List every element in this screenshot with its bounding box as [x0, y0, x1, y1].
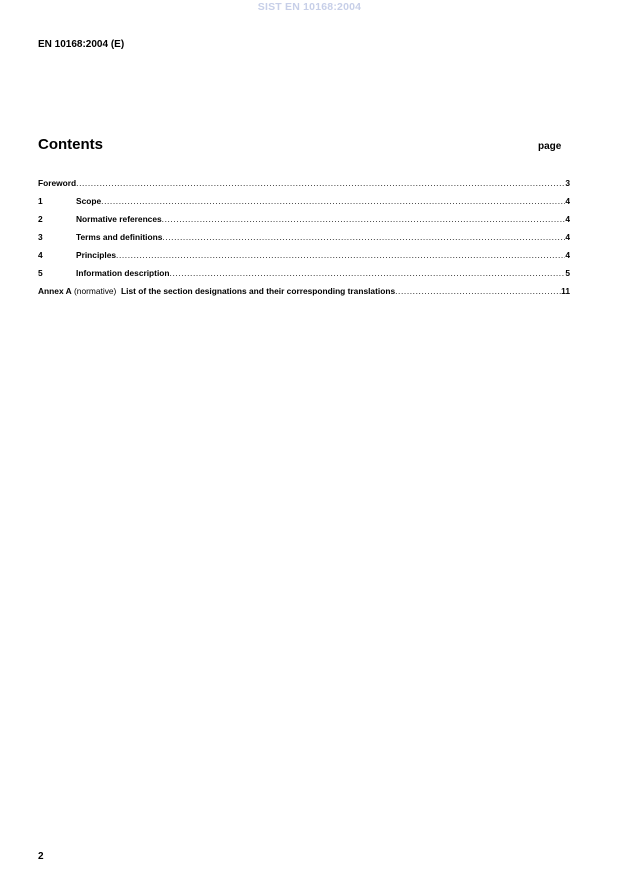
page-number: 2	[38, 851, 44, 862]
dot-leader	[101, 192, 565, 210]
toc-entry-scope[interactable]	[38, 192, 570, 210]
toc-entry-normative-references[interactable]	[38, 210, 570, 228]
toc-entry-terms-and-definitions[interactable]	[38, 228, 570, 246]
page-column-label: page	[538, 141, 562, 152]
toc-entry-title: Principles	[76, 250, 117, 260]
toc-entry-page: 4	[565, 250, 570, 260]
toc-entry-title: Normative references	[76, 214, 162, 224]
toc-entry-title: Information description	[76, 268, 170, 278]
dot-leader	[170, 264, 566, 282]
watermark: SIST EN 10168:2004	[257, 1, 362, 13]
dot-leader	[76, 174, 565, 192]
toc-entry-page: 11	[561, 286, 570, 296]
contents-heading: Contents	[38, 136, 103, 153]
toc-entry-page: 4	[565, 214, 570, 224]
annex-prefix: Annex A	[38, 286, 72, 296]
toc-entry-title: Foreword	[38, 178, 77, 188]
toc-entry-principles[interactable]	[38, 246, 570, 264]
toc-entry-information-description[interactable]	[38, 264, 570, 282]
toc-entry-title: Scope	[76, 196, 102, 206]
annex-title: List of the section designations and their corresponding translations	[121, 286, 396, 296]
toc-entry-number: 3	[38, 232, 43, 242]
toc-entry-page: 4	[565, 196, 570, 206]
toc-entry-page: 5	[565, 268, 570, 278]
toc-entry-number: 1	[38, 196, 43, 206]
table-of-contents	[38, 174, 570, 300]
dot-leader	[162, 228, 565, 246]
toc-entry-number: 5	[38, 268, 43, 278]
toc-entry-page: 3	[565, 178, 570, 188]
toc-entry-number: 4	[38, 250, 43, 260]
dot-leader	[162, 210, 566, 228]
dot-leader	[395, 282, 561, 300]
toc-entry-title: Terms and definitions	[76, 232, 163, 242]
toc-entry-number: 2	[38, 214, 43, 224]
dot-leader	[116, 246, 565, 264]
toc-entry-annex-a[interactable]	[38, 282, 570, 300]
toc-entry-foreword[interactable]	[38, 174, 570, 192]
toc-entry-page: 4	[565, 232, 570, 242]
annex-status: (normative)	[74, 286, 117, 296]
document-id: EN 10168:2004 (E)	[38, 39, 125, 50]
annex-title-group	[38, 282, 395, 300]
